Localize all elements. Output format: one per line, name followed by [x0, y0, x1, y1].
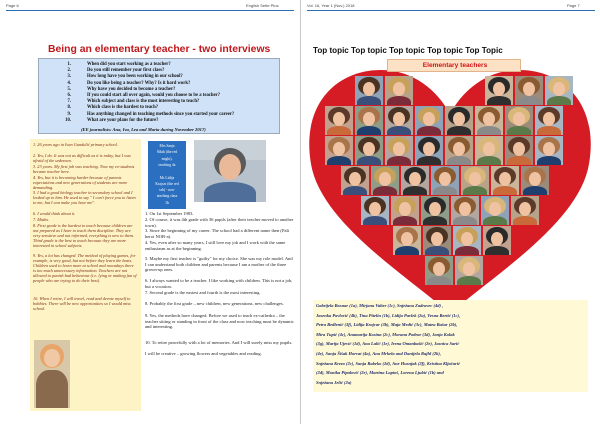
teacher-portrait-icon: [535, 106, 563, 135]
teacher-portrait-icon: [505, 106, 533, 135]
teacher-names-box: [148, 141, 186, 209]
answers-box-a: [30, 139, 141, 411]
teacher-portrait-icon: [355, 106, 383, 135]
answer-item: 2. Of course, it was 4th grade with 36 pupils (after their teacher moved to another town).: [145, 217, 294, 228]
answer-item: 4. Yes, but it is becoming harder because of parents expectations and new generations of students are more demanding.: [33, 175, 128, 191]
answer-item: 10. To retire peacefully with a lot of memories. And I will surely miss my pupils.: [145, 340, 293, 345]
teacher-portrait-icon: [415, 136, 443, 165]
teacher-portrait-icon: [475, 106, 503, 135]
question-text: Has anything changed in teaching methods since you started your career?: [87, 111, 235, 117]
answer-item: 3. Since the beginning of my career. The school had a different name then (Pali heroi NOB-a).: [145, 228, 290, 239]
question-item: [39, 62, 279, 68]
header-rule: [6, 10, 294, 11]
teacher-portrait-icon: [475, 136, 503, 165]
question-item: [39, 74, 279, 80]
question-item: [39, 93, 279, 99]
teacher-caption-line: teaching class: [156, 194, 178, 199]
answer-item: 1. 26 years ago in Ivan Gundulić primary school.: [33, 142, 118, 147]
section-banner: [387, 59, 521, 72]
question-text: Which subject and class is the most interesting to teach?: [87, 99, 200, 105]
teacher-portrait-icon: [385, 76, 413, 105]
journalists-credit: (EE journalists: Ana, Iva, Lea and Marta during November 2017): [81, 127, 206, 132]
question-item: [39, 118, 279, 124]
names-line: Mira Tupić (4c), Anamarija Kosina (2c), Morana Podrar (3d), Janja Kolak: [316, 331, 455, 337]
teacher-portrait-icon: [341, 166, 369, 195]
names-line: Jasenka Pavlović (4b), Tina Pitelin (1b), Lidija Pavlek (2a), Vesna Bertić (1c),: [316, 312, 461, 318]
teacher-portrait-icon: [515, 76, 543, 105]
teacher-portrait-icon: [355, 136, 383, 165]
names-line: (2d), Monika Pipalović (2e), Martina Laptoš, Lorena Ljubić (1b) and: [316, 370, 444, 376]
question-number: 4.: [67, 80, 71, 86]
answer-item: 8. Probably the first grade – new children, new generations, new challenges.: [145, 301, 284, 306]
teacher-portrait-icon: [361, 196, 389, 225]
question-number: 9.: [67, 111, 71, 117]
teacher-portrait-icon: [505, 136, 533, 165]
teacher-portrait-icon: [431, 166, 459, 195]
teacher-portrait-icon: [423, 226, 451, 255]
teacher-portrait-icon: [325, 106, 353, 135]
names-line: (3g), Marija Ujević (1d), Ana Lalić (1e), Irena Omanbašić (2e), Jasnica Sarić: [316, 341, 460, 347]
question-text: What are your plans for the future?: [87, 117, 159, 123]
question-item: [39, 99, 279, 105]
teacher-caption-line: Šišak (the red: [156, 150, 178, 155]
names-line: Snježana Jelić (2a): [316, 379, 352, 385]
teacher-portrait-icon: [483, 226, 511, 255]
answer-item: 5. Maybe my first teacher is "guilty" for my choice. She was my role model. And I can understand both children and parents because I am a mother of the three grown-up ones.: [145, 256, 293, 273]
teacher-caption-line: Ms Lidija: [159, 175, 175, 180]
question-number: 8.: [67, 105, 71, 111]
question-text: Which class is the hardest to teach?: [87, 105, 159, 111]
teacher-portrait-icon: [391, 196, 419, 225]
running-header-right: English Sette Plus: [246, 3, 279, 8]
teacher-caption-line: tab) - now: [159, 188, 175, 193]
answer-item: 10. When I retire, I will travel, read and devote myself to hobbies. There will be new opportunities so I would miss school.: [33, 296, 131, 312]
teacher-portrait-icon: [393, 226, 421, 255]
question-item: [39, 105, 279, 111]
teacher-caption-line: Mrs Sanja: [159, 144, 175, 148]
answer-item: 1. On 1st September 1983.: [145, 211, 194, 216]
question-text: Why have you decided to become a teacher?: [87, 86, 176, 92]
teacher-portrait-icon: [355, 76, 383, 105]
running-header-left: Page 6: [6, 3, 19, 8]
teacher-photo-icon: [194, 140, 266, 202]
question-number: 3.: [67, 74, 71, 80]
teacher-portrait-icon: [445, 106, 473, 135]
teacher-caption-line: might),: [161, 156, 173, 161]
answer-item: 3. 23 years. My first job was teaching. Now my ex-students became teacher here.: [33, 164, 135, 175]
answer-item: 6. I would think about it.: [33, 211, 76, 216]
question-text: Do you like being a teacher? Why? Is it hard work?: [87, 80, 191, 86]
names-line: Petra Bedlenić (3f), Lidija Krajcar (3b), Maja Medić (3c), Matea Bašar (2b),: [316, 322, 458, 328]
teacher-portrait-icon: [485, 76, 513, 105]
teacher-portrait-icon: [371, 166, 399, 195]
answer-item: 4. Yes, even after so many years, I still love my job and I work with the same enthusiasm as at the beginning.: [145, 240, 286, 251]
teacher-photo-icon: [34, 340, 70, 408]
teacher-portrait-icon: [491, 166, 519, 195]
teacher-portrait-icon: [455, 256, 483, 285]
question-item: [39, 81, 279, 87]
teacher-portrait-icon: [385, 106, 413, 135]
question-text: When did you start working as a teacher?: [87, 62, 171, 67]
banner-text: Elementary teachers: [422, 62, 488, 69]
teacher-portrait-icon: [535, 136, 563, 165]
answer-item: 6. I always wanted to be a teacher. I like working with children. This is not a job, but a vocation.: [145, 278, 293, 289]
questions-box: [38, 58, 280, 134]
question-text: If you could start all over again, would you choose to be a teacher?: [87, 93, 220, 98]
running-header-left: Vol. 16, Year 1 (Nov.) 2018: [307, 3, 355, 8]
teacher-caption-line: teaching 4a: [158, 162, 176, 167]
teacher-portrait-icon: [425, 256, 453, 285]
teacher-portrait-icon: [415, 106, 443, 135]
teacher-portrait-icon: [521, 166, 549, 195]
question-number: 7.: [67, 99, 71, 105]
names-line: (4e), Sanja Šišak Horvat (4a), Ana Mrkela and Danijela Rajhl (2b),: [316, 351, 441, 356]
top-topic-title: Top topic Top topic Top topic Top topic Top Topic: [313, 46, 503, 55]
teacher-portrait-icon: [453, 226, 481, 255]
answer-item: 7. Maths.: [33, 217, 50, 222]
header-rule: [307, 10, 595, 11]
question-item: [39, 112, 279, 118]
teacher-portrait-icon: [451, 196, 479, 225]
answer-item: 2. Yes, I do. It was not as difficult as it is today, but I was afraid of the unknown.: [33, 153, 131, 164]
question-text: How long have you been working in our school?: [87, 74, 183, 80]
running-header-right: Page 7: [567, 3, 580, 8]
teacher-portrait-icon: [511, 196, 539, 225]
answer-item: 5. I had a good biology teacher in secondary school and I looked up to him. He used to say " I can't force you to listen to me, but I can make you hear me".: [33, 190, 136, 206]
teacher-portrait-icon: [481, 196, 509, 225]
answer-item: I will be creative – growing flowers and vegetables and reading.: [145, 351, 262, 356]
teacher-portrait-icon: [325, 136, 353, 165]
question-number: 2.: [67, 68, 71, 74]
teacher-portrait-icon: [545, 76, 573, 105]
teacher-portrait-icon: [385, 136, 413, 165]
page-title: Being an elementary teacher - two interviews: [48, 44, 271, 55]
names-line: Snježana Krezo (2c), Sanja Rabeko (2d), Ane Husnjak (2f), Kristina Kljačarić: [316, 360, 460, 366]
question-number: 10.: [65, 117, 71, 123]
question-item: [39, 68, 279, 74]
teacher-names-list: [313, 300, 588, 392]
teacher-caption-line: Krajcar (the red: [155, 181, 179, 186]
teacher-caption-line: 1b: [165, 200, 169, 205]
question-number: 6.: [67, 93, 71, 98]
question-text: Do you still remember your first class?: [87, 68, 165, 74]
right-page: [301, 0, 600, 424]
answer-item: 8. First grade is the hardest to teach because children are not prepared as I have to teach them discipline. They are very sensitive and not informed, everything is new to them. Third grade is the best to teach because they are more interested in school subjects.: [33, 223, 135, 249]
teacher-portrait-icon: [421, 196, 449, 225]
answer-item: 9. Yes, a lot has changed. The method of playing games, for example, is very good, but not before they learn the basis. Children used to learn more at school and nowadays there is too much unnecessary information. Teachers are not allowed to punish bad behaviour (i.e. lying or making fun of people who are trying to do their best).: [33, 253, 137, 284]
question-number: 5.: [67, 86, 71, 92]
teacher-portrait-icon: [445, 136, 473, 165]
answer-item: 7. Second grade is the easiest and fourth is the most interesting.: [145, 290, 261, 295]
names-line: Gabrijela Bosnar (1a), Mirjana Valter (1c), Snježana Zadravec (4d) ,: [316, 303, 444, 308]
question-number: 1.: [67, 62, 71, 67]
question-item: [39, 87, 279, 93]
teacher-portrait-icon: [461, 166, 489, 195]
teacher-portrait-icon: [401, 166, 429, 195]
answer-item: 9. Yes, the methods have changed. Before we used to teach ex-cathedra – the teacher sitting or standing in front of the class and now teaching must be dynamic and interesting.: [145, 313, 294, 330]
